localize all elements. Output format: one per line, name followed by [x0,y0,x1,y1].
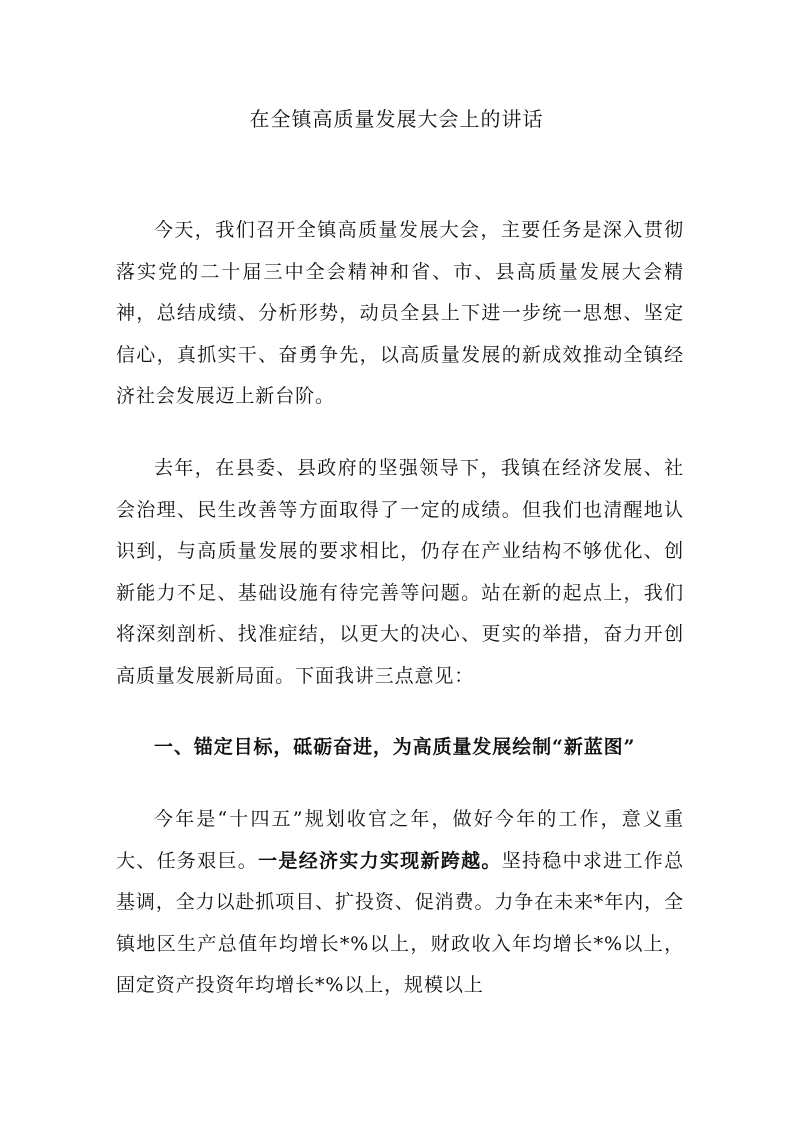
paragraph-goals-intro: 今年是“十四五”规划收官之年，做好今年的工作，意义重大、任务艰巨。 [116,808,684,872]
document-title: 在全镇高质量发展大会上的讲话 [249,107,544,131]
paragraph-goals-bold-point: 一是经济实力实现新跨越。 [258,849,502,872]
paragraph-goals-detail: 坚持稳中求进工作总基调，全力以赴抓项目、扩投资、促消费。力争在未来*年内，全镇地区生产总值年均增长*%以上，财政收入年均增长*%以上，固定资产投资年均增长*%以上，规模以上 [116,849,684,996]
paragraph-goals [116,799,684,1007]
paragraph-review: 去年，在县委、县政府的坚强领导下，我镇在经济发展、社会治理、民生改善等方面取得了一定的成绩。但我们也清醒地认识到，与高质量发展的要求相比，仍存在产业结构不够优化、创新能力不足、基础设施有待完善等问题。站在新的起点上，我们将深刻剖析、找准症结，以更大的决心、更实的举措，奋力开创高质量发展新局面。下面我讲三点意见： [116,457,684,687]
paragraph-opening: 今天，我们召开全镇高质量发展大会，主要任务是深入贯彻落实党的二十届三中全会精神和省、市、县高质量发展大会精神，总结成绩、分析形势，动员全县上下进一步统一思想、坚定信心，真抓实干、奋勇争先，以高质量发展的新成效推动全镇经济社会发展迈上新台阶。 [116,219,684,407]
section-heading-1: 一、锚定目标，砥砺奋进，为高质量发展绘制“新蓝图” [154,736,636,758]
